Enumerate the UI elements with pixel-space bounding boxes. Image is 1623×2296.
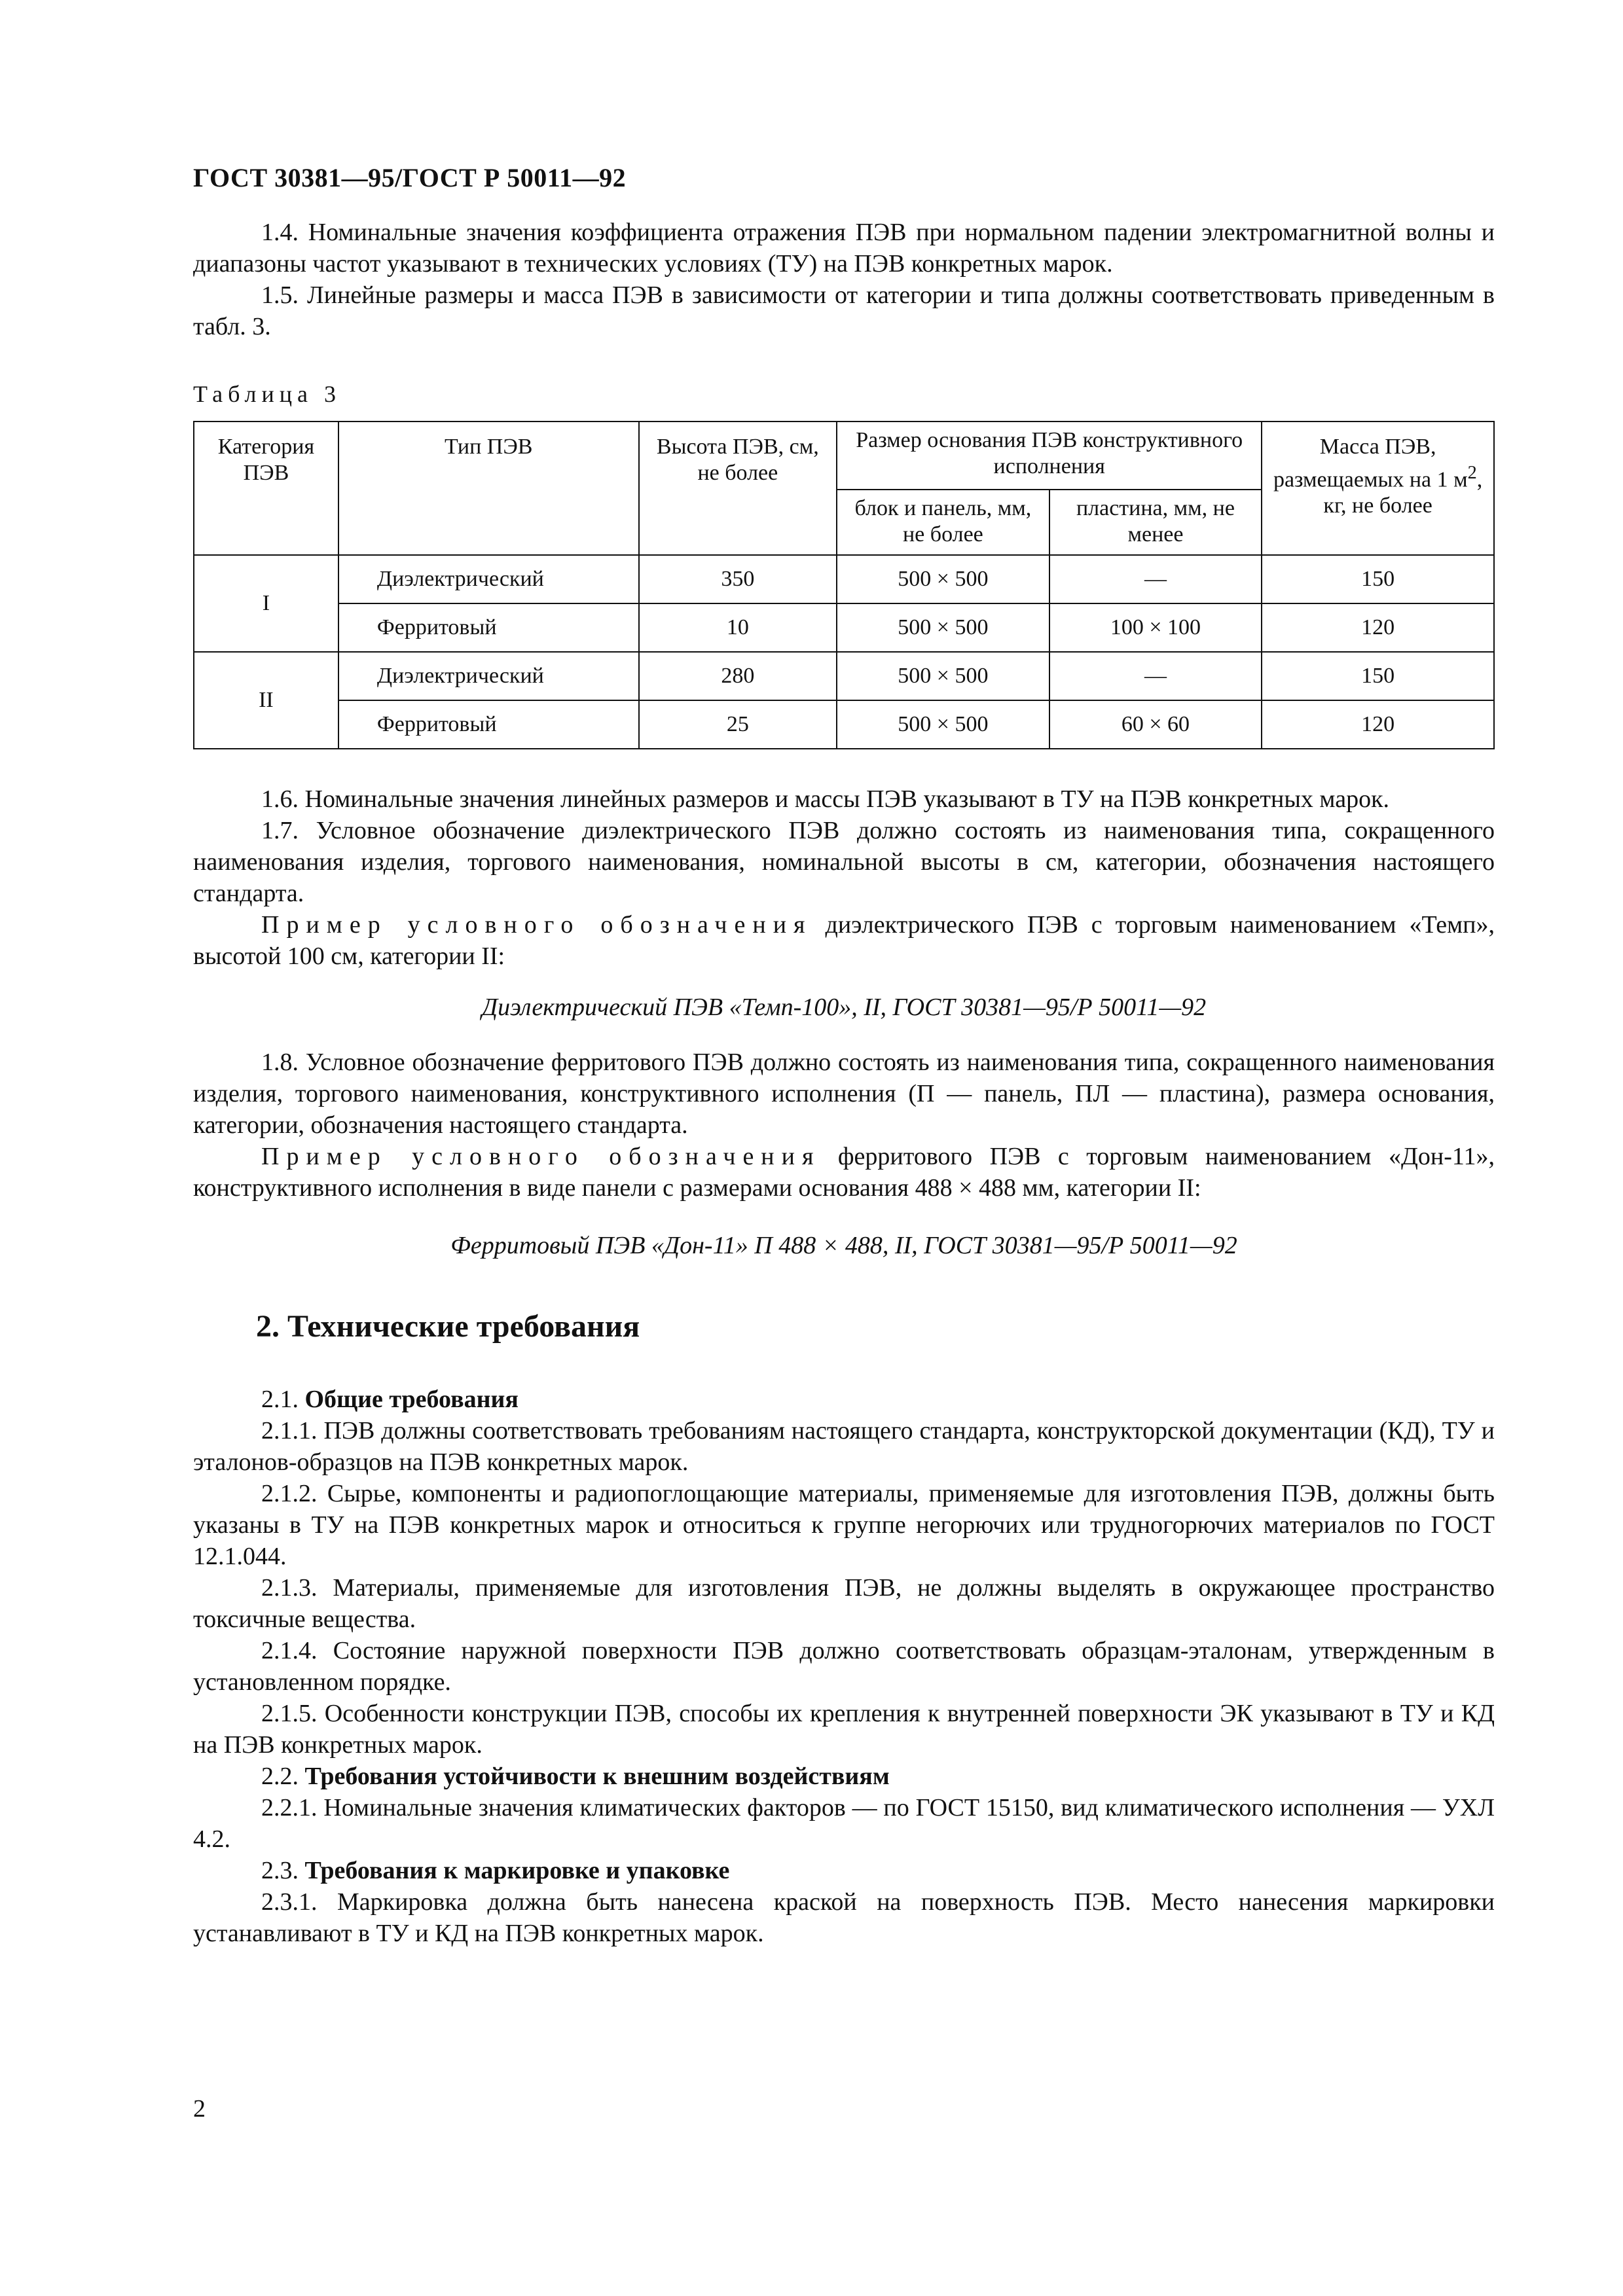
example-1-intro: [193, 909, 1495, 972]
subsection-2-1-number: 2.1.: [261, 1386, 299, 1413]
mass-cell: 120: [1262, 700, 1494, 749]
type-cell: Ферритовый: [338, 603, 639, 652]
example-label: Пример условного обозначения: [261, 1143, 821, 1170]
plate-cell: —: [1049, 652, 1262, 700]
example-label: Пример условного обозначения: [261, 911, 812, 939]
category-cell: II: [194, 652, 338, 749]
mass-cell: 150: [1262, 652, 1494, 700]
block-cell: 500 × 500: [837, 555, 1049, 603]
header-base-size: Размер основания ПЭВ конструктивного исполнения: [837, 422, 1262, 490]
example-1-designation: Диэлектрический ПЭВ «Темп-100», II, ГОСТ 30381—95/Р 50011—92: [481, 994, 1207, 1021]
type-cell: Диэлектрический: [338, 555, 639, 603]
header-category: Категория ПЭВ: [194, 422, 338, 555]
subsection-2-2-title: Требования устойчивости к внешним воздействиям: [304, 1763, 890, 1790]
subsection-2-2: [193, 1761, 1495, 1792]
example-2-designation: Ферритовый ПЭВ «Дон-11» П 488 × 488, II, ГОСТ 30381—95/Р 50011—92: [450, 1232, 1237, 1259]
mass-cell: 150: [1262, 555, 1494, 603]
header-mass-post: , кг, не более: [1323, 467, 1483, 518]
paragraph-2-1-5: 2.1.5. Особенности конструкции ПЭВ, способы их крепления к внутренней поверхности ЭК указывают в ТУ и КД на ПЭВ конкретных марок.: [193, 1700, 1495, 1759]
paragraph-2-1-2: 2.1.2. Сырье, компоненты и радиопоглощающие материалы, применяемые для изготовления ПЭВ, должны быть указаны в ТУ на ПЭВ конкретных марок и относиться к группе негорючих или трудногорючих материалов по ГОСТ 12.1.044.: [193, 1480, 1495, 1570]
mass-cell: 120: [1262, 603, 1494, 652]
table-3: [193, 421, 1495, 749]
paragraph-2-1-3: 2.1.3. Материалы, применяемые для изготовления ПЭВ, не должны выделять в окружающее пространство токсичные вещества.: [193, 1574, 1495, 1633]
header-mass-pre: Масса ПЭВ, размещаемых на 1 м: [1273, 435, 1468, 492]
table-row: [194, 555, 1494, 603]
height-cell: 350: [639, 555, 837, 603]
table-row: [194, 652, 1494, 700]
page-content: [193, 162, 1495, 1949]
document-header: ГОСТ 30381—95/ГОСТ Р 50011—92: [193, 163, 627, 192]
paragraph-1-7: 1.7. Условное обозначение диэлектрического ПЭВ должно состоять из наименования типа, сокращенного наименования изделия, торгового наименования, номинальной высоты в см, категории, обозначения настоящего стандарта.: [193, 817, 1495, 907]
block-cell: 500 × 500: [837, 603, 1049, 652]
subsection-2-3: [193, 1855, 1495, 1886]
subsection-2-2-number: 2.2.: [261, 1763, 299, 1790]
example-2-intro: [193, 1141, 1495, 1204]
block-cell: 500 × 500: [837, 652, 1049, 700]
spacer: [193, 749, 1495, 783]
header-block-panel: блок и панель, мм, не более: [837, 490, 1049, 555]
paragraph-2-2-1: 2.2.1. Номинальные значения климатических факторов — по ГОСТ 15150, вид климатического исполнения — УХЛ 4.2.: [193, 1794, 1495, 1853]
paragraph-2-1-4: 2.1.4. Состояние наружной поверхности ПЭВ должно соответствовать образцам-эталонам, утвержденным в установленном порядке.: [193, 1637, 1495, 1696]
header-mass: [1262, 422, 1494, 555]
table-row: [194, 603, 1494, 652]
paragraph-1-4: 1.4. Номинальные значения коэффициента отражения ПЭВ при нормальном падении электромагнитной волны и диапазоны частот указывают в технических условиях (ТУ) на ПЭВ конкретных марок.: [193, 219, 1495, 278]
category-cell: I: [194, 555, 338, 652]
type-cell: Ферритовый: [338, 700, 639, 749]
paragraph-1-8: 1.8. Условное обозначение ферритового ПЭВ должно состоять из наименования типа, сокращенного наименования изделия, торгового наименования, конструктивного исполнения (П — панель, ПЛ — пластина), размера основания, категории, обозначения настоящего стандарта.: [193, 1049, 1495, 1139]
subsection-2-1-title: Общие требования: [304, 1386, 519, 1413]
table-row: [194, 700, 1494, 749]
plate-cell: 60 × 60: [1049, 700, 1262, 749]
paragraph-1-5: 1.5. Линейные размеры и масса ПЭВ в зависимости от категории и типа должны соответствовать приведенным в табл. 3.: [193, 281, 1495, 340]
example-2-text: ферритового ПЭВ с торговым наименованием «Дон-11», конструктивного исполнения в виде панели с размерами основания 488 × 488 мм, категории II:: [193, 1143, 1495, 1202]
subsection-2-1: [193, 1384, 1495, 1415]
page-number: 2: [193, 2095, 206, 2123]
plate-cell: 100 × 100: [1049, 603, 1262, 652]
subsection-2-3-number: 2.3.: [261, 1857, 299, 1884]
block-cell: 500 × 500: [837, 700, 1049, 749]
plate-cell: —: [1049, 555, 1262, 603]
header-mass-sup: 2: [1467, 463, 1477, 483]
height-cell: 10: [639, 603, 837, 652]
section-2-title: 2. Технические требования: [256, 1309, 640, 1344]
height-cell: 25: [639, 700, 837, 749]
header-height: Высота ПЭВ, см, не более: [639, 422, 837, 555]
paragraph-1-6: 1.6. Номинальные значения линейных размеров и массы ПЭВ указывают в ТУ на ПЭВ конкретных марок.: [261, 785, 1390, 813]
type-cell: Диэлектрический: [338, 652, 639, 700]
header-plate: пластина, мм, не менее: [1049, 490, 1262, 555]
paragraph-2-3-1: 2.3.1. Маркировка должна быть нанесена краской на поверхность ПЭВ. Место нанесения маркировки устанавливают в ТУ и КД на ПЭВ конкретных марок.: [193, 1888, 1495, 1947]
height-cell: 280: [639, 652, 837, 700]
subsection-2-3-title: Требования к маркировке и упаковке: [304, 1857, 730, 1884]
example-1-text: диэлектрического ПЭВ с торговым наименованием «Темп», высотой 100 см, категории II:: [193, 911, 1495, 970]
paragraph-2-1-1: 2.1.1. ПЭВ должны соответствовать требованиям настоящего стандарта, конструкторской документации (КД), ТУ и эталонов-образцов на ПЭВ конкретных марок.: [193, 1417, 1495, 1476]
header-type: Тип ПЭВ: [338, 422, 639, 555]
table-caption: Таблица 3: [193, 381, 341, 407]
